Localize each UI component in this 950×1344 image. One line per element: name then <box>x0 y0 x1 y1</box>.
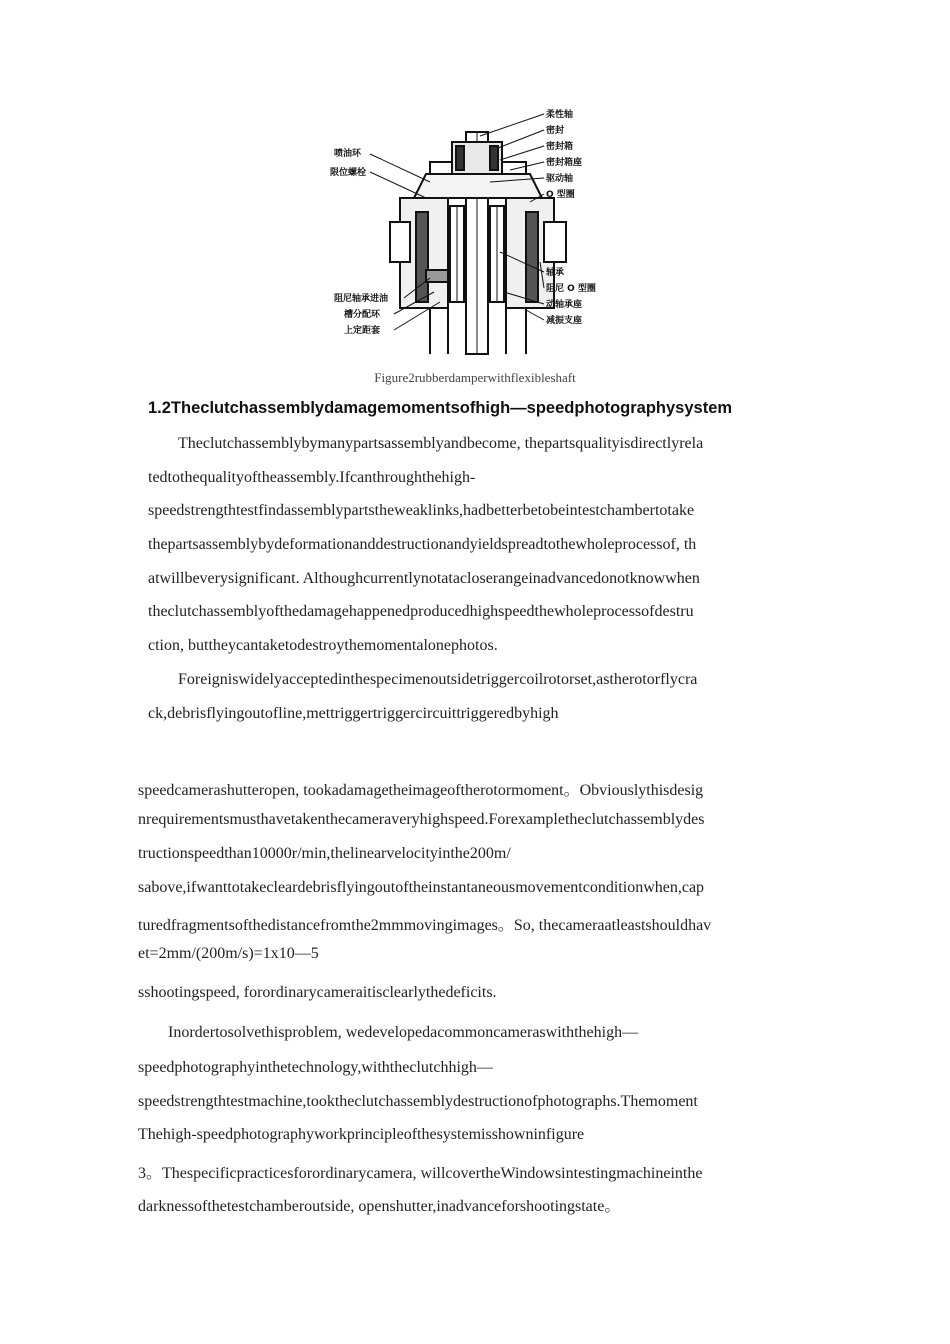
text-line: Theclutchassemblybymanypartsassemblyandbecome, thepartsqualityisdirectlyrela <box>178 435 704 452</box>
figure-caption: Figure2rubberdamperwithflexibleshaft <box>374 370 576 385</box>
section-heading: 1.2Theclutchassemblydamagemomentsofhigh—speedphotographysystem <box>148 399 733 417</box>
text-line: sabove,ifwanttotakecleardebrisflyingoutoftheinstantaneousmovementconditionwhen,cap <box>138 879 705 896</box>
text-line: ction, buttheycantaketodestroythemomentalonephotos. <box>148 637 498 654</box>
figure-label: 阻尼 O 型圈 <box>546 284 596 294</box>
figure-label: O 型圈 <box>546 190 575 200</box>
figure-label: 密封 <box>546 126 565 136</box>
figure-label: 减振支座 <box>546 316 583 326</box>
text-line: et=2mm/(200m/s)=1x10—5 <box>138 945 319 962</box>
figure-label: 轴承 <box>546 268 565 278</box>
figure-label: 上定距套 <box>344 326 381 336</box>
figure-label: 驱动轴 <box>546 174 574 184</box>
text-line: atwillbeverysignificant. Althoughcurrentlynotatacloserangeinadvancedonotknowwhen <box>148 570 700 587</box>
text-line: 3。Thespecificpracticesforordinarycamera, willcovertheWindowsintestingmachineinthe <box>138 1165 703 1182</box>
figure-rubber-damper <box>330 102 596 358</box>
figure-label: 柔性轴 <box>546 110 574 120</box>
text-line: sshootingspeed, forordinarycameraitisclearlythedeficits. <box>138 984 497 1001</box>
text-line: ck,debrisflyingoutofline,mettriggertriggercircuittriggeredbyhigh <box>148 705 559 722</box>
text-line: Thehigh-speedphotographyworkprincipleofthesystemisshowninfigure <box>138 1126 585 1143</box>
text-line: darknessofthetestchamberoutside, openshutter,inadvanceforshootingstate。 <box>138 1198 621 1215</box>
figure-label: 动轴承座 <box>546 300 583 310</box>
text-line: speedstrengthtestfindassemblypartstheweaklinks,hadbetterbetobeintestchambertotake <box>148 502 695 519</box>
text-line: turedfragmentsofthedistancefromthe2mmmovingimages。So, thecameraatleastshouldhav <box>138 917 712 934</box>
text-line: speedcamerashutteropen, tookadamagetheimageoftherotormoment。Obviouslythisdesig <box>138 782 704 799</box>
text-line: nrequirementsmusthavetakenthecameraveryhighspeed.Forexampletheclutchassemblydes <box>138 811 705 828</box>
text-line: thepartsassemblybydeformationanddestructionandyieldspreadtothewholeprocessof, th <box>148 536 697 553</box>
text-line: Inordertosolvethisproblem, wedevelopedacommoncameraswiththehigh— <box>168 1024 639 1041</box>
figure-label: 密封箱 <box>546 142 574 152</box>
text-line: Foreigniswidelyacceptedinthespecimenoutsidetriggercoilrotorset,astherotorflycra <box>178 671 698 688</box>
text-line: speedstrengthtestmachine,tooktheclutchassemblydestructionofphotographs.Themoment <box>138 1093 698 1110</box>
figure-label: 密封箱座 <box>546 158 583 168</box>
figure-label: 槽分配环 <box>344 310 381 320</box>
text-line: tedtothequalityoftheassembly.Ifcanthroughthehigh- <box>148 469 476 486</box>
figure-label: 喷油环 <box>334 149 362 159</box>
figure-label: 阻尼轴承进油 <box>334 294 389 304</box>
damper-diagram <box>330 102 596 358</box>
text-line: speedphotographyinthetechnology,withtheclutchhigh— <box>138 1059 493 1076</box>
text-line: tructionspeedthan10000r/min,thelinearvelocityinthe200m/ <box>138 845 511 862</box>
text-line: theclutchassemblyofthedamagehappenedproducedhighspeedthewholeprocessofdestru <box>148 603 694 620</box>
figure-label: 限位螺栓 <box>330 168 367 178</box>
